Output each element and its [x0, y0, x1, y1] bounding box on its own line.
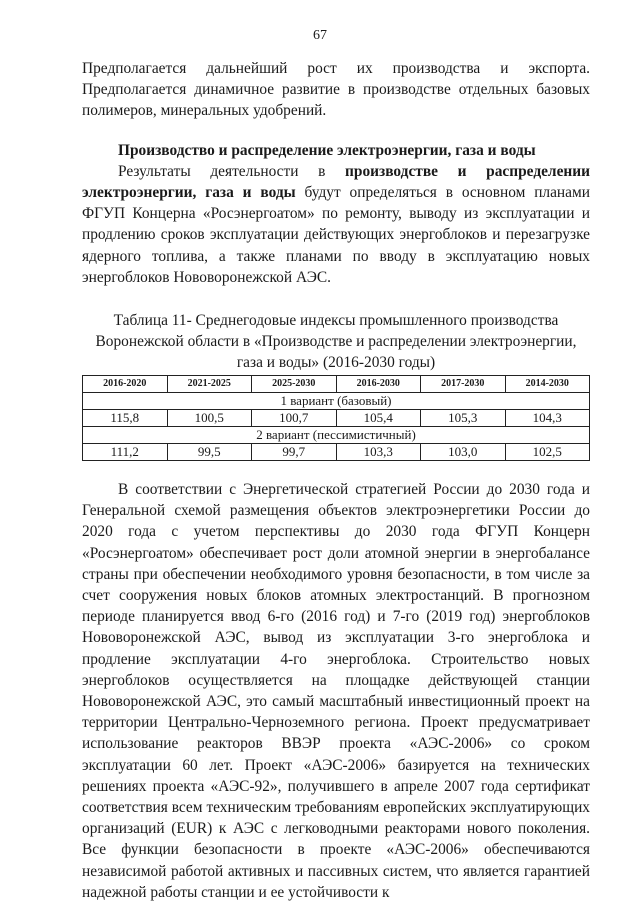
header-cell: 2021-2025: [167, 376, 252, 393]
table-cell: 115,8: [83, 410, 168, 427]
results-paragraph: [82, 161, 590, 288]
page-number: 67: [313, 28, 327, 43]
header-cell: 2014-2030: [505, 376, 590, 393]
table-cell: 105,3: [421, 410, 506, 427]
table-cell: 111,2: [83, 444, 168, 461]
table-cell: 105,4: [336, 410, 421, 427]
variant-2-values-row: [83, 444, 590, 461]
table-caption: [82, 310, 590, 373]
table-caption-line-1: Таблица 11- Среднегодовые индексы промышленного производства: [113, 312, 559, 330]
document-body: [82, 58, 590, 903]
section-heading: Производство и распределение электроэнергии, газа и воды: [118, 141, 536, 159]
header-cell: 2016-2030: [336, 376, 421, 393]
production-index-table: [82, 375, 590, 461]
table-header-row: [83, 376, 590, 393]
header-cell: 2017-2030: [421, 376, 506, 393]
table-cell: 103,0: [421, 444, 506, 461]
table-cell: 99,5: [167, 444, 252, 461]
table-cell: 100,5: [167, 410, 252, 427]
header-cell: 2025-2030: [252, 376, 337, 393]
variant-1-values-row: [83, 410, 590, 427]
table-cell: 104,3: [505, 410, 590, 427]
table-cell: 102,5: [505, 444, 590, 461]
results-text-start: Результаты деятельности в: [118, 162, 346, 180]
table-caption-line-2: Воронежской области в «Производстве и распределении электроэнергии,: [95, 333, 577, 351]
spacer: [82, 461, 590, 479]
header-cell: 2016-2020: [83, 376, 168, 393]
results-text-end: будут определяться в основном планами ФГУП Концерна «Росэнергоатом» по ремонту, выводу из эксплуатации и продлению сроков эксплуатации действующих энергоблоков и перезагрузке ядерного топлива, а также планами по вводу в эксплуатацию новых энергоблоков Нововоронежской АЭС.: [82, 184, 590, 286]
table-caption-line-3: газа и воды» (2016-2030 годы): [236, 354, 436, 372]
table-cell: 100,7: [252, 410, 337, 427]
variant-2-label: 2 вариант (пессимистичный): [83, 427, 590, 444]
table-cell: 99,7: [252, 444, 337, 461]
variant-1-label-row: [83, 393, 590, 410]
table-cell: 103,3: [336, 444, 421, 461]
results-text-bold: производстве и распределении электроэнергии, газа и воды: [82, 162, 590, 202]
intro-paragraph: Предполагается дальнейший рост их производства и экспорта. Предполагается динамичное развитие в производстве отдельных базовых полимеров, минеральных удобрений.: [82, 60, 590, 120]
variant-2-label-row: [83, 427, 590, 444]
main-paragraph: В соответствии с Энергетической стратегией России до 2030 года и Генеральной схемой размещения объектов электроэнергетики России до 2020 года с учетом перспективы до 2030 года ФГУП Концерн «Росэнергоатом» обеспечивает рост доли атомной энергии в энергобалансе страны при обеспечении необходимого уровня безопасности, в том числе за счет сооружения новых блоков атомных электростанций. В прогнозном периоде планируется ввод 6-го (2016 год) и 7-го (2019 год) энергоблоков Нововоронежской АЭС, вывод из эксплуатации 3-го энергоблока и продление эксплуатации 4-го энергоблока. Строительство новых энергоблоков осуществляется на площадке действующей станции Нововоронежской АЭС, это самый масштабный инвестиционный проект на территории Центрально-Черноземного региона. Проект предусматривает использование реакторов ВВЭР проекта «АЭС-2006» со сроком эксплуатации 60 лет. Проект «АЭС-2006» базируется на технических решениях проекта «АЭС-92», получившего в апреле 2007 года сертификат соответствия всем техническим требованиям европейских эксплуатирующих организаций (EUR) к АЭС с легководными реакторами нового поколения. Все функции безопасности в проекте «АЭС-2006» обеспечиваются независимой работой активных и пассивных систем, что является гарантией надежной работы станции и ее устойчивости к: [82, 481, 590, 901]
variant-1-label: 1 вариант (базовый): [83, 393, 590, 410]
